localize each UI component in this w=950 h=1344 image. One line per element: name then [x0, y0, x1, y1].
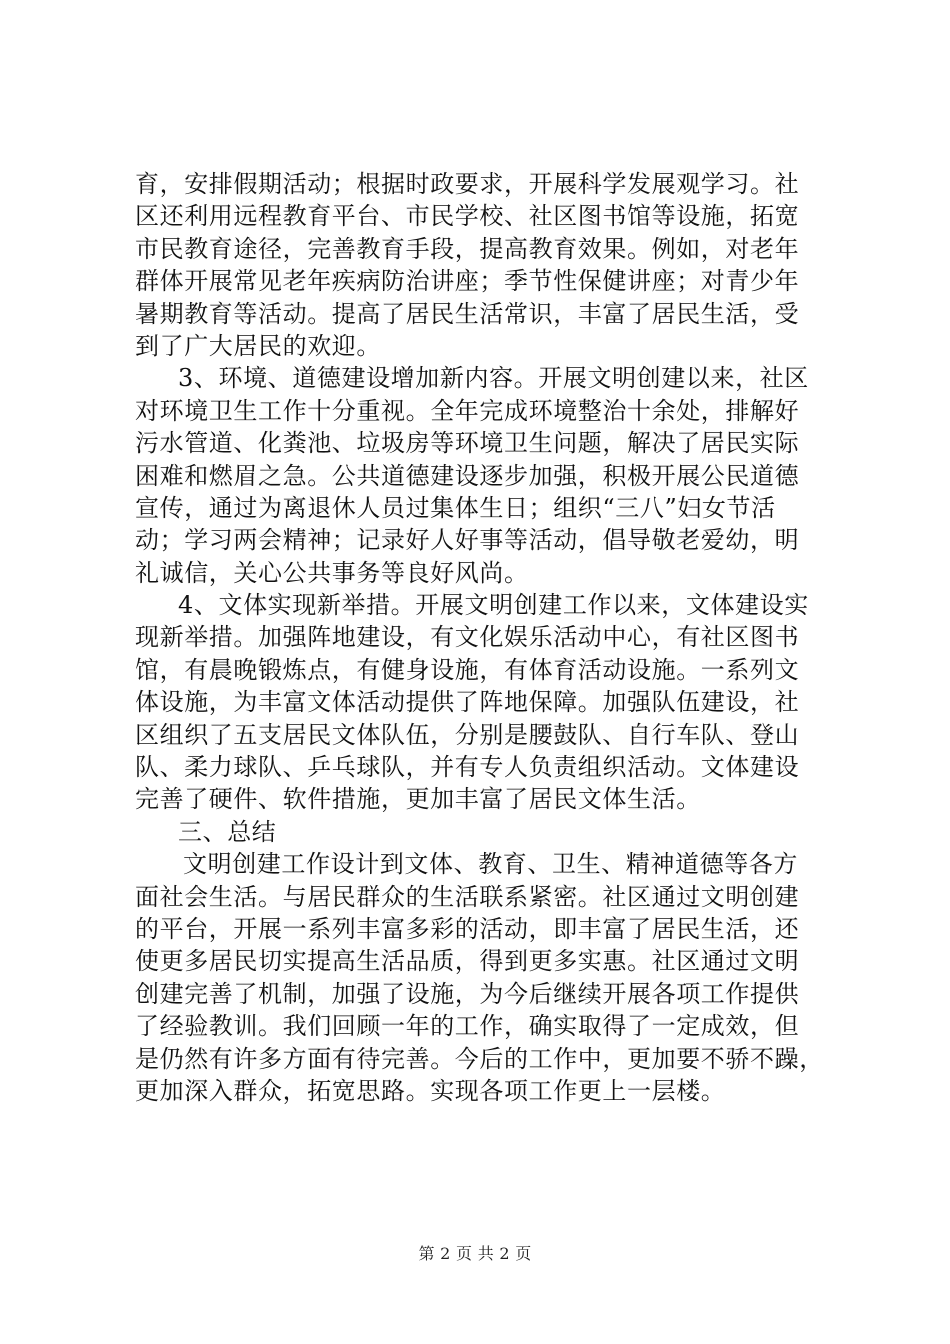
- text-line: 是仍然有许多方面有待完善。今后的工作中，更加要不骄不躁，: [135, 1044, 824, 1073]
- text-line: 馆，有晨晚锻炼点，有健身设施，有体育活动设施。一系列文: [135, 655, 800, 684]
- text-line: 创建完善了机制，加强了设施，为今后继续开展各项工作提供: [135, 979, 800, 1008]
- text-line: 的平台，开展一系列丰富多彩的活动，即丰富了居民生活，还: [135, 914, 800, 943]
- text-line: 污水管道、化粪池、垃圾房等环境卫生问题，解决了居民实际: [135, 429, 800, 458]
- paragraph-start-line: 文明创建工作设计到文体、教育、卫生、精神道德等各方: [183, 850, 798, 879]
- text-line: 到了广大居民的欢迎。: [135, 331, 381, 360]
- text-line: 体设施，为丰富文体活动提供了阵地保障。加强队伍建设，社: [135, 688, 800, 717]
- text-line: 群体开展常见老年疾病防治讲座；季节性保健讲座；对青少年: [135, 267, 800, 296]
- text-line: 队、柔力球队、乒乓球队，并有专人负责组织活动。文体建设: [135, 753, 800, 782]
- text-line: 完善了硬件、软件措施，更加丰富了居民文体生活。: [135, 785, 701, 814]
- text-line: 礼诚信，关心公共事务等良好风尚。: [135, 558, 529, 587]
- text-line: 更加深入群众，拓宽思路。实现各项工作更上一层楼。: [135, 1076, 726, 1105]
- text-line: 动；学习两会精神；记录好人好事等活动，倡导敬老爱幼，明: [135, 526, 800, 555]
- text-line: 区组织了五支居民文体队伍，分别是腰鼓队、自行车队、登山: [135, 720, 800, 749]
- text-line: 暑期教育等活动。提高了居民生活常识，丰富了居民生活，受: [135, 299, 800, 328]
- text-line: 育，安排假期活动；根据时政要求，开展科学发展观学习。社: [135, 170, 800, 198]
- text-line: 了经验教训。我们回顾一年的工作，确实取得了一定成效，但: [135, 1012, 800, 1041]
- text-line: 市民教育途径，完善教育手段，提高教育效果。例如，对老年: [135, 234, 800, 263]
- paragraph-start-line: 4、文体实现新举措。开展文明创建工作以来，文体建设实: [178, 591, 809, 620]
- text-line: 对环境卫生工作十分重视。全年完成环境整治十余处，排解好: [135, 396, 800, 425]
- text-line: 区还利用远程教育平台、市民学校、社区图书馆等设施，拓宽: [135, 202, 800, 231]
- section-heading: 三、总结: [178, 817, 277, 846]
- text-line: 宣传，通过为离退休人员过集体生日；组织“三八”妇女节活: [135, 493, 776, 522]
- text-line: 困难和燃眉之急。公共道德建设逐步加强，积极开展公民道德: [135, 461, 800, 490]
- paragraph-start-line: 3、环境、道德建设增加新内容。开展文明创建以来，社区: [178, 364, 809, 393]
- body-text: [135, 168, 855, 1107]
- page-number-footer: 第 2 页 共 2 页: [418, 1244, 532, 1263]
- text-line: 面社会生活。与居民群众的生活联系紧密。社区通过文明创建: [135, 882, 800, 911]
- text-line: 现新举措。加强阵地建设，有文化娱乐活动中心，有社区图书: [135, 623, 800, 652]
- text-line: 使更多居民切实提高生活品质，得到更多实惠。社区通过文明: [135, 947, 800, 976]
